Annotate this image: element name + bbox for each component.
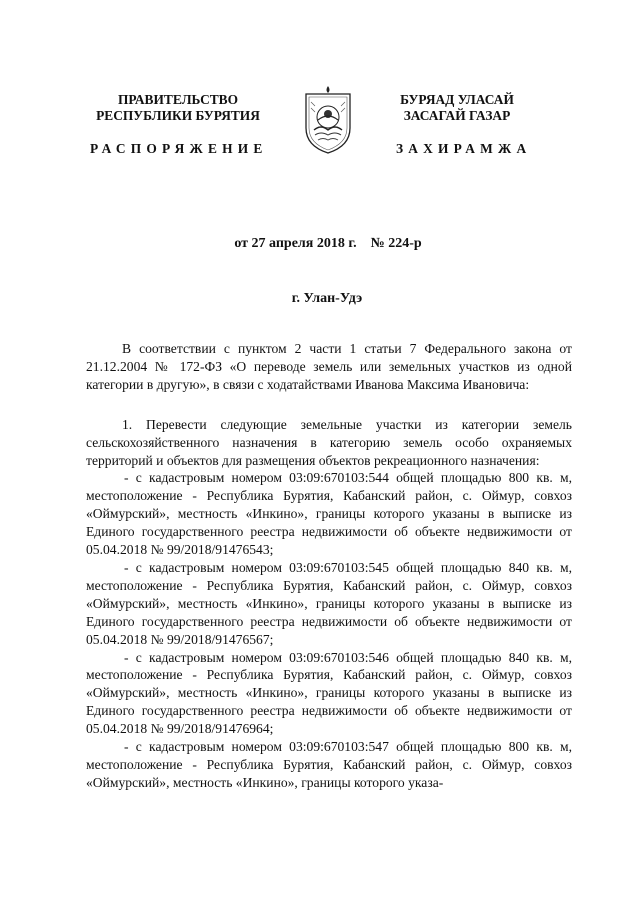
government-name-buryat — [382, 92, 532, 124]
preamble-paragraph: В соответствии с пунктом 2 части 1 статьи 7 Федерального закона от 21.12.2004 № 172-ФЗ «О переводе земель или земельных участков из одной категории в другую», в связи с ходатайствами Иванова Максима Ивановича: — [86, 341, 572, 392]
government-name-russian — [90, 92, 266, 124]
item-1-paragraph: 1. Перевести следующие земельные участки из категории земель сельскохозяйственного назначения в категорию земель особо охраняемых территорий и объектов для размещения объектов рекреационного назначения: — [86, 416, 572, 468]
government-name-buryat-line1: БУРЯАД УЛАСАЙ — [400, 92, 514, 107]
government-name-line2: РЕСПУБЛИКИ БУРЯТИЯ — [96, 108, 260, 123]
document-type-russian: РАСПОРЯЖЕНИЕ — [90, 141, 268, 156]
document-body — [86, 340, 572, 792]
government-name-buryat-line2: ЗАСАГАЙ ГАЗАР — [403, 108, 511, 123]
parcel-item: - с кадастровым номером 03:09:670103:544 общей площадью 800 кв. м, местоположение - Республика Бурятия, Кабанский район, с. Оймур, совхоз «Оймурский», местность «Инкино», границы которого указаны в выписке из Единого государственного реестра недвижимости об объекте недвижимости от 05.04.2018 № 99/2018/91476543; — [86, 470, 572, 558]
government-name-line1: ПРАВИТЕЛЬСТВО — [117, 92, 239, 107]
document-type-buryat: ЗАХИРАМЖА — [396, 141, 532, 156]
date-and-number: от 27 апреля 2018 г. № 224-р — [234, 236, 422, 251]
parcel-item: - с кадастровым номером 03:09:670103:547 общей площадью 800 кв. м, местоположение - Республика Бурятия, Кабанский район, с. Оймур, совхоз «Оймурский», местность «Инкино», границы которого указа- — [86, 739, 572, 790]
parcel-item: - с кадастровым номером 03:09:670103:545 общей площадью 840 кв. м, местоположение - Республика Бурятия, Кабанский район, с. Оймур, совхоз «Оймурский», местность «Инкино», границы которого указаны в выписке из Единого государственного реестра недвижимости об объекте недвижимости от 05.04.2018 № 99/2018/91476567; — [86, 559, 572, 647]
parcel-item: - с кадастровым номером 03:09:670103:546 общей площадью 840 кв. м, местоположение - Республика Бурятия, Кабанский район, с. Оймур, совхоз «Оймурский», местность «Инкино», границы которого указаны в выписке из Единого государственного реестра недвижимости об объекте недвижимости от 05.04.2018 № 99/2018/91476964; — [86, 649, 572, 737]
coat-of-arms-icon — [300, 84, 356, 156]
coat-of-arms-svg — [300, 84, 356, 156]
city: г. Улан-Удэ — [291, 291, 363, 306]
